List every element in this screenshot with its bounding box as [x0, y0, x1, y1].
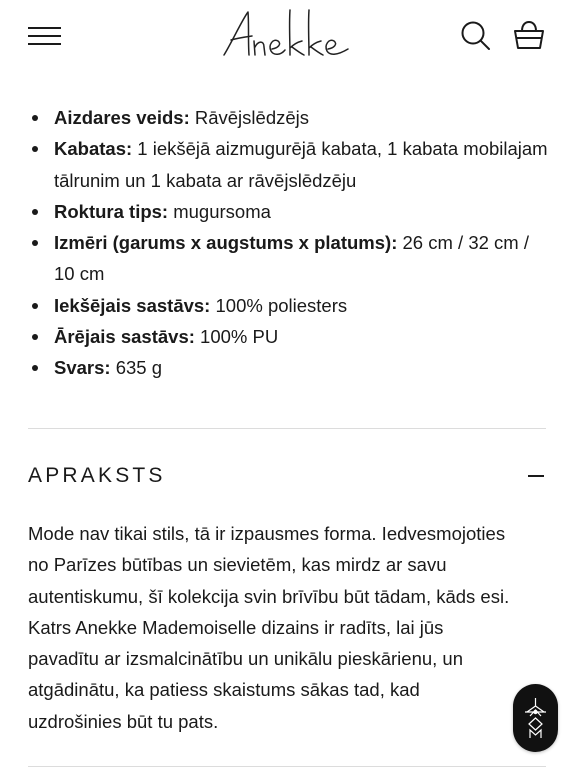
hamburger-menu-icon[interactable]: [28, 24, 62, 48]
site-header: [0, 0, 574, 74]
spec-value: 1 iekšējā aizmugurējā kabata, 1 kabata mobilajam tālrunim un 1 kabata ar rāvējslēdzēju: [54, 138, 548, 191]
spec-value: 26 cm / 32 cm / 10 cm: [54, 232, 529, 285]
brand-logo[interactable]: [218, 4, 358, 64]
spec-label: Kabatas:: [54, 138, 133, 160]
spec-label: Izmēri (garums x augstums x platums):: [54, 232, 398, 254]
accordion-title: APRAKSTS: [28, 464, 166, 487]
spec-value: mugursoma: [168, 200, 271, 222]
spec-label: Iekšējais sastāvs:: [54, 294, 211, 316]
search-icon[interactable]: [460, 20, 492, 52]
minus-icon[interactable]: [528, 475, 544, 477]
spec-inner-material: [28, 290, 548, 321]
spec-value: Rāvējslēdzējs: [189, 107, 310, 128]
product-specs-list: [28, 102, 548, 384]
description-accordion-header[interactable]: [28, 452, 546, 500]
spec-dimensions: [28, 227, 548, 290]
spec-handle: [28, 196, 548, 227]
spec-weight: [28, 352, 548, 383]
spec-value: 100% poliesters: [210, 294, 348, 316]
spec-outer-material: [28, 321, 548, 352]
spec-pockets: [28, 133, 548, 196]
product-description: Mode nav tikai stils, tā ir izpausmes forma. Iedvesmojoties no Parīzes būtības un sievietēm, kas mirdz ar savu autentiskumu, šī kolekcija svin brīvību būt tādam, kāds esi. Katrs Anekke Mademoiselle dizains ir radīts, lai jūs pavadītu ar izsmalcinātību un unikālu pieskārienu, un atgādinātu, ka patiess skaistums sākas tad, kad uzdrošinies būt tu pats.: [28, 523, 510, 732]
spec-label: Aizdares veids:: [54, 107, 190, 128]
section-divider: [28, 766, 546, 767]
shopping-basket-icon[interactable]: [512, 18, 546, 52]
spec-label: Svars:: [54, 357, 111, 379]
spec-label: Ārējais sastāvs:: [54, 326, 195, 348]
spec-closure: [28, 102, 548, 133]
section-divider: [28, 428, 546, 429]
spec-label: Roktura tips:: [54, 200, 169, 222]
spec-value: 635 g: [110, 357, 163, 379]
spec-value: 100% PU: [194, 326, 279, 348]
anekke-emblem-icon[interactable]: [513, 684, 558, 752]
